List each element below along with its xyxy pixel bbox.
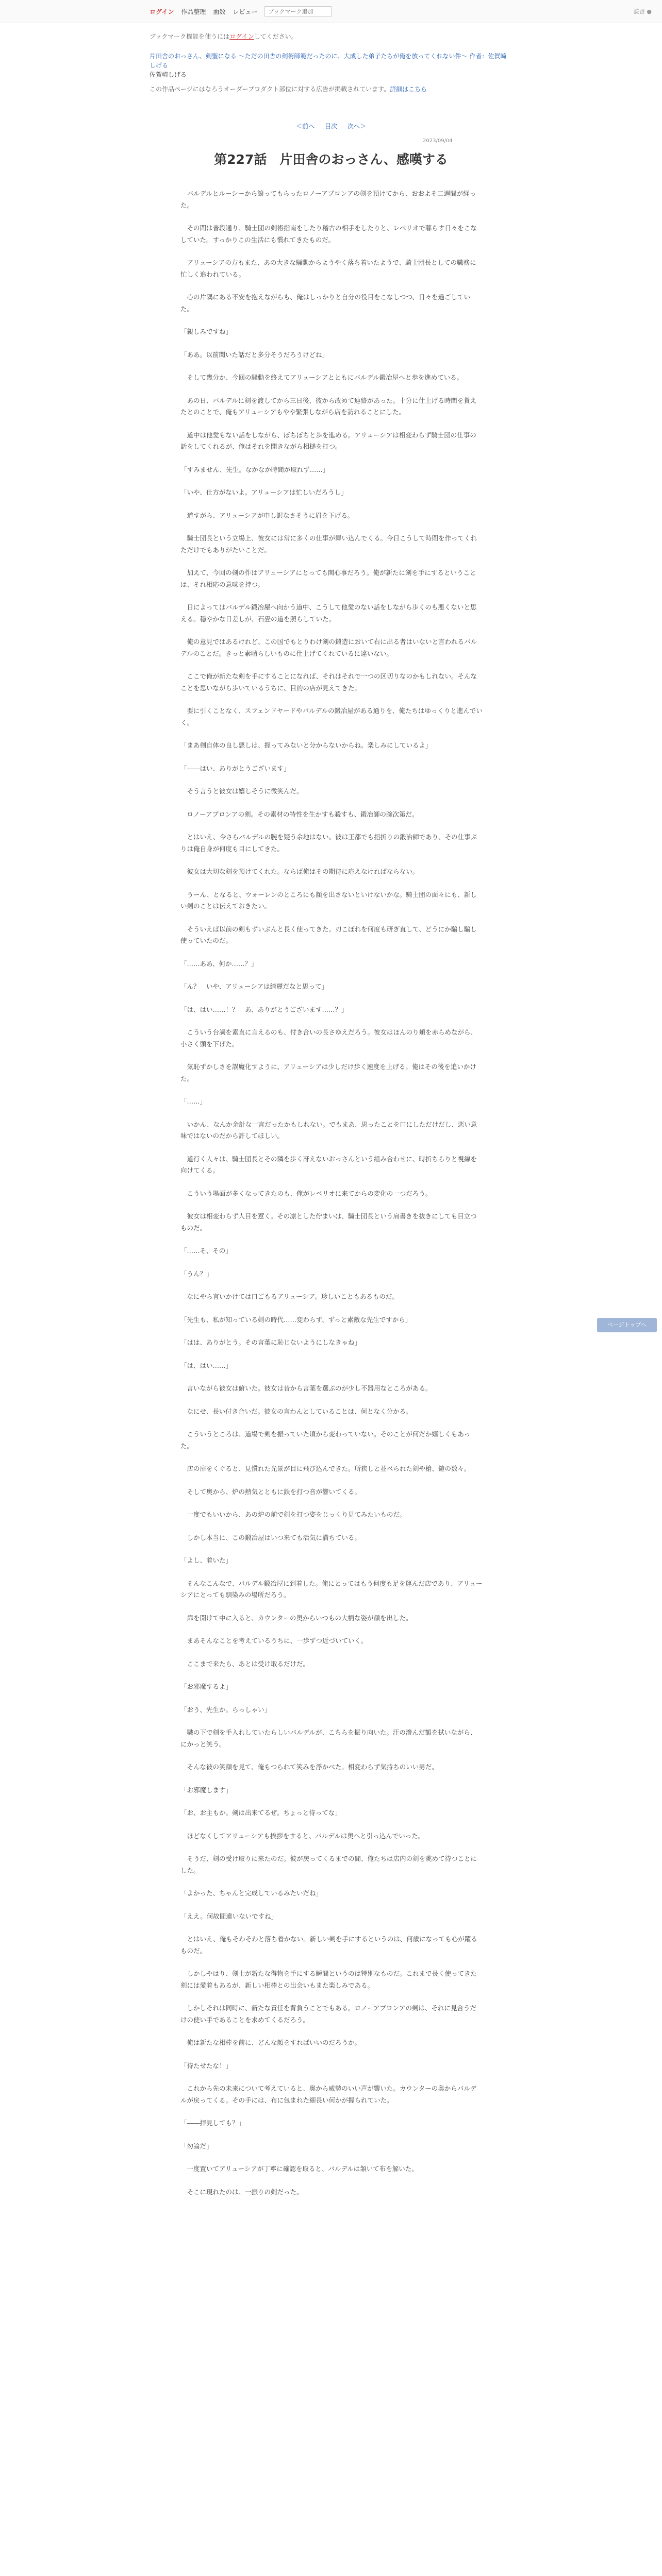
paragraph: 「ああ。以前聞いた話だと多分そうだろうけどね」 (180, 350, 329, 359)
next-chapter-link[interactable]: 次へ＞ (347, 123, 366, 130)
nav-link-works[interactable]: 作品整理 (181, 8, 206, 15)
paragraph: 道すがら、アリューシアが申し訳なさそうに眉を下げる。 (180, 511, 354, 519)
ad-details-link[interactable]: 詳細はこちら (390, 86, 427, 93)
notice-text: ブックマーク機能を使うには (150, 33, 230, 40)
paragraph: そして奥から、炉の熱気とともに鉄を打つ音が響いてくる。 (180, 1487, 361, 1496)
paragraph: 「おう、先生か。らっしゃい」 (180, 1705, 271, 1714)
nav-link-pages[interactable]: 面数 (213, 8, 226, 15)
nav-link-review[interactable]: レビュー (233, 8, 258, 15)
notice-text-end: してください。 (254, 33, 297, 40)
paragraph: バルデルとルーシーから譲ってもらったロノーアブロンアの剣を預けてから、おおよそ二週間が経った。 (180, 190, 476, 209)
paragraph: 「――拝見しても？」 (180, 2119, 245, 2127)
paragraph: 「お邪魔するよ」 (180, 1683, 233, 1690)
chapter-pager (0, 122, 662, 130)
bookmark-input[interactable] (264, 6, 332, 16)
paragraph: ここで俺が新たな剣を手にすることになれば、それはそれで一つの区切りなのかもしれない。そんなことを思いながら歩いているうちに、目的の店が見えてきた。 (180, 672, 477, 692)
paragraph: 一度置いてアリューシアが丁寧に確認を取ると、バルデルは頷いて布を解いた。 (180, 2165, 418, 2173)
paragraph: こういうところは、道場で剣を振っていた頃から変わっていない。そのことが何だか嬉しくもあった。 (180, 1430, 471, 1450)
paragraph: その間は普段通り、騎士団の剣術指南をしたり稽古の相手をしたりと、レベリオで暮らす日々をこなしていた。すっかりこの生活にも慣れてきたものだ。 (180, 224, 477, 244)
paragraph: とはいえ、俺もそわそわと落ち着かない。新しい剣を手にするというのは、何歳になっても心が躍るものだ。 (180, 1935, 477, 1955)
paragraph: とはいえ、今さらバルデルの腕を疑う余地はない。彼は王都でも指折りの鍛冶師であり、その仕事ぶりは俺自身が何度も目にしてきた。 (180, 833, 477, 853)
login-link[interactable]: ログイン (150, 8, 174, 15)
paragraph: 言いながら彼女は俯いた。彼女は昔から言葉を選ぶのが少し不器用なところがある。 (180, 1384, 432, 1392)
paragraph: 日によってはバルデル鍛冶屋へ向かう道中、こうして他愛のない話をしながら歩くのも悪くないと思える。穏やかな日差しが、石畳の道を照らしていた。 (180, 603, 477, 623)
paragraph: 「お、お主もか。剣は出来てるぜ。ちょっと待ってな」 (180, 1809, 341, 1817)
paragraph: 「勿論だ」 (180, 2142, 213, 2150)
paragraph: 彼女は相変わらず人目を惹く。その凛とした佇まいは、騎士団長という肩書きを抜きにしても目立つものだ。 (180, 1212, 477, 1232)
paragraph: なにせ、長い付き合いだ。彼女の言わんとしていることは、何となく分かる。 (180, 1407, 412, 1415)
top-navigation (0, 0, 662, 23)
paragraph: 「――はい、ありがとうございます」 (180, 764, 290, 772)
paragraph: ここまで来たら、あとは受け取るだけだ。 (180, 1659, 310, 1668)
paragraph: そう言うと彼女は嬉しそうに微笑んだ。 (180, 787, 303, 795)
paragraph: 「まあ剣自体の良し悪しは、握ってみないと分からないからね。楽しみにしているよ」 (180, 741, 432, 749)
paragraph: しかしそれは同時に、新たな責任を背負うことでもある。ロノーアブロンアの剣は、それに見合うだけの使い手であることを求めてくるだろう。 (180, 2004, 477, 2024)
paragraph: 「ん？ いや、アリューシアは綺麗だなと思って」 (180, 982, 328, 990)
paragraph: 「……そ、その」 (180, 1247, 232, 1255)
paragraph: 加えて、今回の剣の件はアリューシアにとっても関心事だろう。俺が新たに剣を手にするということは、それ相応の意味を持つ。 (180, 569, 476, 588)
paragraph: しかしやはり、剣士が新たな得物を手にする瞬間というのは特別なものだ。これまで長く使ってきた剣には愛着もあるが、新しい相棒との出会いもまた楽しみである。 (180, 1970, 477, 1989)
ad-notice (150, 84, 510, 94)
page-top-button[interactable]: ページトップへ (597, 1318, 657, 1332)
paragraph: そこに現れたのは、一振りの剣だった。 (180, 2188, 303, 2196)
paragraph: 一度でもいいから、あの炉の前で剣を打つ姿をじっくり見てみたいものだ。 (180, 1511, 406, 1518)
paragraph: そして幾分か、今回の騒動を終えてアリューシアとともにバルデル鍛冶屋へと歩を進めている。 (180, 374, 464, 381)
paragraph: 「よかった、ちゃんと完成しているみたいだね」 (180, 1889, 323, 1897)
paragraph: 「待たせたな！」 (180, 2061, 233, 2070)
paragraph: 「よし、着いた」 (180, 1556, 233, 1564)
paragraph: 職の下で剣を手入れしていたらしいバルデルが、こちらを振り向いた。汗の滲んだ額を拭いながら、にかっと笑う。 (180, 1728, 477, 1748)
paragraph: そういえば以前の剣もずいぶんと長く使ってきた。刃こぼれを何度も研ぎ直して、どうにか騙し騙し使っていたのだ。 (180, 925, 477, 944)
paragraph: ロノーアブロンアの剣。その素材の特性を生かすも殺すも、鍛冶師の腕次第だ。 (180, 810, 419, 818)
paragraph: そうだ、剣の受け取りに来たのだ。彼が戻ってくるまでの間、俺たちは店内の剣を眺めて待つことにした。 (180, 1855, 477, 1874)
paragraph: 「先生も、私が知っている剣の時代……変わらず、ずっと素敵な先生ですから」 (180, 1315, 412, 1324)
reader-settings[interactable]: 読書 ● (633, 8, 652, 15)
paragraph: あの日、バルデルに剣を渡してから三日後、彼から改めて連絡があった。十分に仕上げる時間を貰えたとのことで、俺もアリューシアもやや緊張しながら店を訪れることにした。 (180, 396, 477, 416)
paragraph: 「親しみですね」 (180, 328, 233, 335)
paragraph: 「……」 (180, 1097, 207, 1105)
paragraph: 「ええ。何故間違いないですね」 (180, 1912, 278, 1920)
paragraph: 「は、はい……！？ あ、ありがとうございます……？」 (180, 1005, 348, 1013)
paragraph: そんなこんなで、バルデル鍛冶屋に到着した。俺にとってはもう何度も足を運んだ店であり、アリューシアにとっても馴染みの場所だろう。 (180, 1579, 483, 1599)
story-header (150, 32, 510, 94)
paragraph: 騎士団長という立場上、彼女には常に多くの仕事が舞い込んでくる。今日こうして時間を作ってくれただけでもありがたいことだ。 (180, 534, 477, 554)
paragraph: 店の扉をくぐると、見慣れた光景が目に飛び込んできた。所狭しと並べられた剣や槍、鎧の数々。 (180, 1465, 471, 1472)
publish-date: 2023/09/04 (423, 138, 453, 144)
paragraph: 道行く人々は、騎士団長とその隣を歩く冴えないおっさんという組み合わせに、時折ちらりと視線を向けてくる。 (180, 1155, 477, 1174)
paragraph: 扉を開けて中に入ると、カウンターの奥からいつもの大柄な姿が顔を出した。 (180, 1614, 412, 1622)
paragraph: まあそんなことを考えているうちに、一歩ずつ近づいていく。 (180, 1637, 368, 1645)
paragraph: 心の片隅にある不安を抱えながらも、俺はしっかりと自分の役目をこなしつつ、日々を過ごしていた。 (180, 293, 471, 313)
paragraph: うーん、となると、ウォーレンのところにも顔を出さないといけないかな。騎士団の面々にも、新しい剣のことは伝えておきたい。 (180, 890, 477, 910)
paragraph: こういう場面が多くなってきたのも、俺がレベリオに来てからの変化の一つだろう。 (180, 1189, 432, 1197)
toc-link[interactable]: 目次 (324, 123, 337, 130)
author-name[interactable]: 佐賀崎しげる (150, 71, 187, 78)
paragraph: しかし本当に、この鍛冶屋はいつ来ても活気に満ちている。 (180, 1533, 361, 1541)
paragraph: ほどなくしてアリューシアも挨拶をすると、バルデルは奥へと引っ込んでいった。 (180, 1832, 425, 1840)
paragraph: そんな彼の笑顔を見て、俺もつられて笑みを浮かべた。相変わらず気持ちのいい男だ。 (180, 1763, 438, 1771)
ad-notice-text: この作品ページにはなろうオーダープロダクト部位に対する広告が掲載されています。 (150, 86, 390, 93)
nav-links (150, 6, 332, 16)
paragraph: アリューシアの方もまた、あの大きな騒動からようやく落ち着いたようで、騎士団長としての職務に忙しく追われている。 (180, 259, 476, 278)
prev-chapter-link[interactable]: ＜前へ (296, 123, 315, 130)
paragraph: 俺の意見ではあるけれど、この国でもとりわけ剣の鍛造において右に出る者はいないと言われるバルデルのことだ。きっと素晴らしいものに仕上げてくれているに違いない。 (180, 638, 477, 657)
chapter-title: 第227話 片田舎のおっさん、感嘆する (214, 152, 448, 167)
paragraph: 「すみません、先生。なかなか時間が取れず……」 (180, 465, 329, 473)
series-title-link[interactable]: 片田舎のおっさん、剣聖になる ～ただの田舎の剣術師範だったのに、大成した弟子たちが俺を放ってくれない件～ 作者：佐賀崎しげる (150, 53, 507, 69)
paragraph: 「は、はい……」 (180, 1361, 233, 1369)
chapter-body (180, 188, 483, 2209)
paragraph: 俺は新たな相棒を前に、どんな顔をすればいいのだろうか。 (180, 2039, 361, 2046)
paragraph: 気恥ずかしさを誤魔化すように、アリューシアは少しだけ歩く速度を上げる。俺はその後を追いかけた。 (180, 1063, 476, 1082)
paragraph: 道中は他愛もない話をしながら、ぼちぼちと歩を進める。アリューシアは相変わらず騎士団の仕事の話をしてくれるが、俺はそれを聞きながら相槌を打つ。 (180, 431, 476, 450)
paragraph: 「うん？」 (180, 1269, 213, 1278)
notice-login-link[interactable]: ログイン (229, 33, 254, 40)
paragraph: 要に引くことなく、スフェンドヤードやバルデルの鍛冶屋がある通りを、俺たちはゆっくりと進んでいく。 (180, 707, 483, 726)
paragraph: こういう台詞を素直に言えるのも、付き合いの長さゆえだろう。彼女はほんのり頬を赤らめながら、小さく頭を下げた。 (180, 1028, 477, 1048)
paragraph: 「……ああ、何か……？」 (180, 959, 258, 968)
bookmark-notice (150, 32, 510, 41)
paragraph: 「はは、ありがとう。その言葉に恥じないようにしなきゃね」 (180, 1338, 361, 1346)
paragraph: 「いや、仕方がないよ。アリューシアは忙しいだろうし」 (180, 488, 347, 496)
paragraph: 彼女は大切な剣を預けてくれた。ならば俺はその期待に応えなければならない。 (180, 868, 419, 875)
paragraph: いかん、なんか余計な一言だったかもしれない。でもまあ、思ったことを口にしただけだし、悪い意味ではないのだから許してほしい。 (180, 1120, 477, 1140)
paragraph: 「お邪魔します」 (180, 1786, 233, 1794)
paragraph: これから先の未来について考えていると、奥から威勢のいい声が響いた。カウンターの奥からバルデルが戻ってくる。その手には、布に包まれた細長い何かが握られていた。 (180, 2084, 477, 2104)
paragraph: なにやら言いかけては口ごもるアリューシア。珍しいこともあるものだ。 (180, 1293, 399, 1300)
